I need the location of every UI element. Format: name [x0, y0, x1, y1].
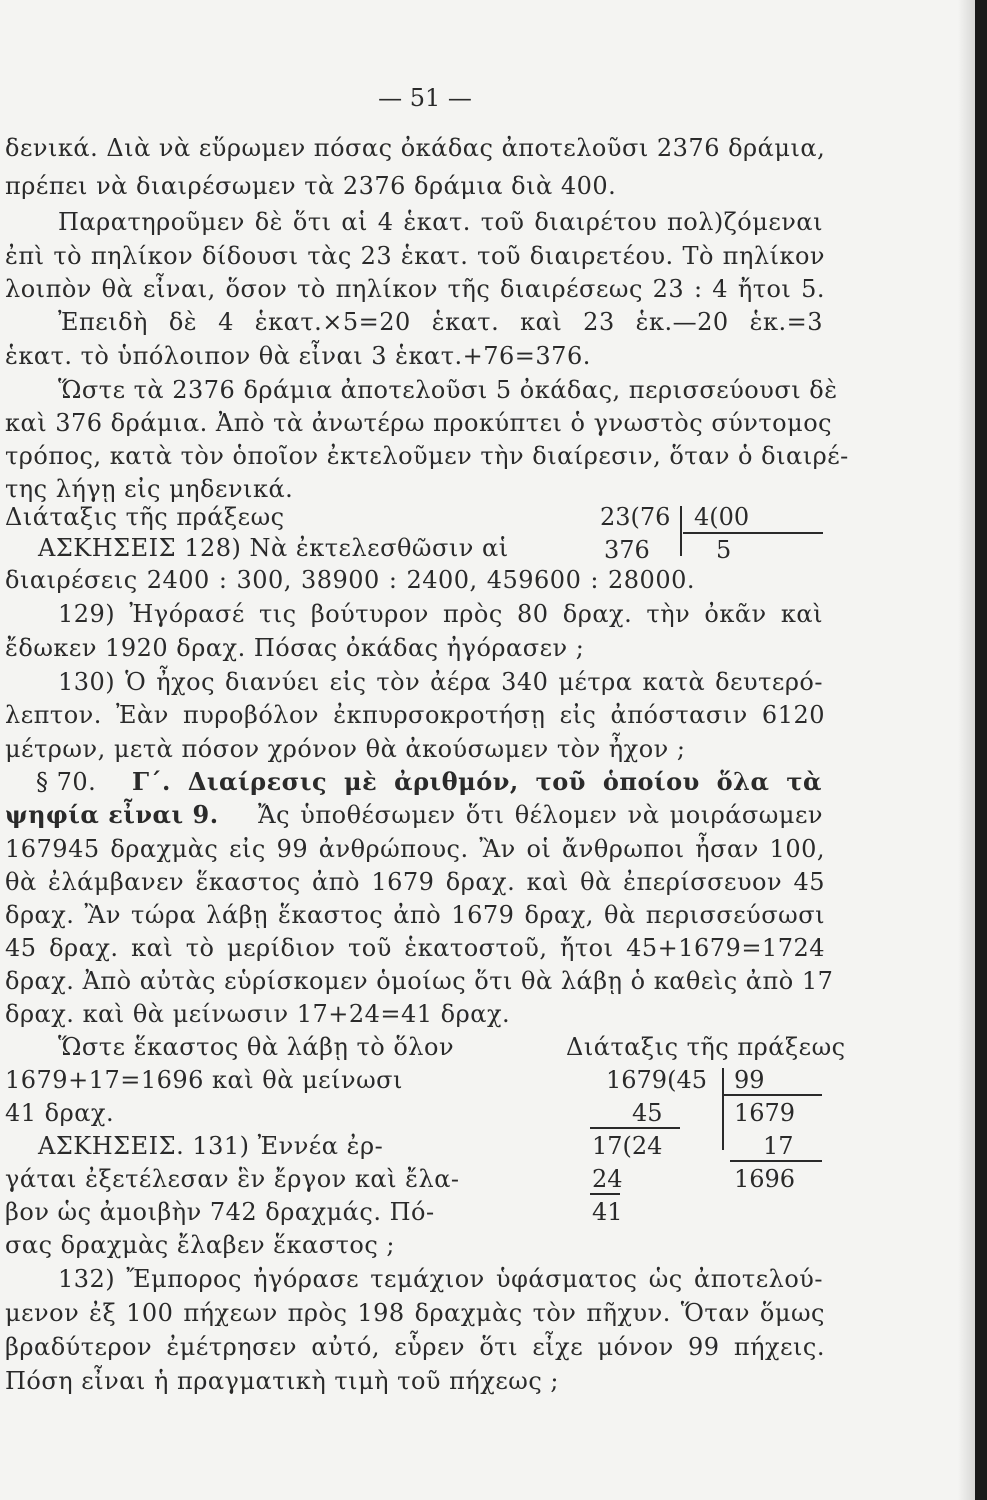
- text-line: ἑκατ. τὸ ὑπόλοιπον θὰ εἶναι 3 ἑκατ.+76=376.: [5, 342, 591, 370]
- text-line: Παρατηροῦμεν δὲ ὅτι αἱ 4 ἑκατ. τοῦ διαιρέτου πολ)ζόμεναι: [58, 208, 823, 236]
- text-line: 41 δραχ.: [5, 1099, 115, 1127]
- text-line: της λήγῃ εἰς μηδενικά.: [5, 475, 294, 503]
- section-heading-cont: ψηφία εἶναι 9.: [5, 800, 219, 829]
- text-line: μέτρων, μετὰ πόσον χρόνον θὰ ἀκούσωμεν τὸν ἦχον ;: [5, 735, 686, 763]
- division2-quotient2: 1696: [734, 1165, 796, 1193]
- text-line: Ὥστε ἕκαστος θὰ λάβῃ τὸ ὅλον: [58, 1033, 455, 1061]
- text-line: μενον ἐξ 100 πήχεων πρὸς 198 δραχμὰς τὸν πῆχυν. Ὅταν ὅμως: [5, 1299, 825, 1327]
- division2-rem2: 41: [592, 1198, 623, 1226]
- text-line: 1679+17=1696 καὶ θὰ μείνωσι: [5, 1066, 403, 1094]
- text-line: διαιρέσεις 2400 : 300, 38900 : 2400, 459600 : 28000.: [5, 566, 695, 594]
- text-line: δενικά. Διὰ νὰ εὕρωμεν πόσας ὀκάδας ἀποτελοῦσι 2376 δράμια,: [5, 134, 826, 162]
- division2-sub1: 45: [632, 1099, 663, 1127]
- division1-bar: [680, 506, 682, 556]
- text-line: 45 δραχ. καὶ τὸ μερίδιον τοῦ ἑκατοστοῦ, ἤτοι 45+1679=1724: [5, 934, 825, 962]
- division2-bar: [722, 1068, 724, 1150]
- text-line: Ἐπειδὴ δὲ 4 ἑκατ.×5=20 ἑκατ. καὶ 23 ἑκ.—20 ἑκ.=3: [58, 308, 823, 336]
- division2-sub2: 24: [592, 1165, 623, 1193]
- text-line: τρόπος, κατὰ τὸν ὁποῖον ἐκτελοῦμεν τὴν διαίρεσιν, ὅταν ὁ διαιρέ-: [5, 442, 849, 470]
- text-line: Ἄς ὑποθέσωμεν ὅτι θέλομεν νὰ μοιράσωμεν: [258, 801, 823, 829]
- text-line: 130) Ὁ ἦχος διανύει εἰς τὸν ἀέρα 340 μέτρα κατὰ δευτερό-: [58, 668, 823, 696]
- division1-dividend: 23(76: [600, 503, 671, 531]
- layout-caption: Διάταξις τῆς πράξεως: [566, 1033, 846, 1061]
- text-line: λοιπὸν θὰ εἶναι, ὅσον τὸ πηλίκον τῆς διαιρέσεως 23 : 4 ἤτοι 5.: [5, 275, 825, 303]
- division1-underline: [683, 532, 823, 534]
- text-line: Διάταξις τῆς πράξεως: [5, 503, 285, 531]
- division1-remainder: 376: [604, 536, 650, 564]
- text-line: 167945 δραχμὰς εἰς 99 ἀνθρώπους. Ἂν οἱ ἄνθρωποι ἦσαν 100,: [5, 835, 825, 863]
- division2-add: 17: [763, 1132, 794, 1160]
- text-line: σας δραχμὰς ἔλαβεν ἕκαστος ;: [5, 1231, 396, 1259]
- exercises-heading: ΑΣΚΗΣΕΙΣ. 131) Ἐννέα ἐρ-: [38, 1132, 384, 1160]
- text-line: Ὥστε τὰ 2376 δράμια ἀποτελοῦσι 5 ὀκάδας, περισσεύουσι δὲ: [58, 376, 838, 404]
- division2-divisor: 99: [734, 1066, 765, 1094]
- text-line: 129) Ἠγόρασέ τις βούτυρον πρὸς 80 δραχ. τὴν ὀκᾶν καὶ: [58, 600, 823, 628]
- division2-rem1: 17(24: [592, 1132, 663, 1160]
- page-number: — 51 —: [378, 84, 472, 112]
- text-line: γάται ἐξετέλεσαν ἓν ἔργον καὶ ἔλα-: [5, 1165, 460, 1193]
- text-line: δραχ. καὶ θὰ μείνωσιν 17+24=41 δραχ.: [5, 1000, 511, 1028]
- page-edge-shadow: [958, 0, 975, 1500]
- exercises-heading: ΑΣΚΗΣΕΙΣ 128) Νὰ ἐκτελεσθῶσιν αἱ: [38, 534, 509, 562]
- section-heading: Γ΄. Διαίρεσις μὲ ἀριθμόν, τοῦ ὁποίου ὅλα τὰ: [132, 767, 822, 796]
- text-line: βον ὡς ἀμοιβὴν 742 δραχμάς. Πό-: [5, 1198, 435, 1226]
- text-line: ἔδωκεν 1920 δραχ. Πόσας ὀκάδας ἠγόρασεν ;: [5, 634, 585, 662]
- text-line: βραδύτερον ἐμέτρησεν αὐτό, εὗρεν ὅτι εἶχε μόνον 99 πήχεις.: [5, 1333, 825, 1361]
- section-number: § 70.: [36, 768, 97, 796]
- text-line: Πόση εἶναι ἡ πραγματικὴ τιμὴ τοῦ πήχεως ;: [5, 1367, 559, 1395]
- text-line: καὶ 376 δράμια. Ἀπὸ τὰ ἀνωτέρω προκύπτει ὁ γνωστὸς σύντομος: [5, 409, 833, 437]
- division1-quotient: 5: [716, 536, 732, 564]
- text-line: πρέπει νὰ διαιρέσωμεν τὰ 2376 δράμια διὰ 400.: [5, 172, 617, 200]
- division2-quotient1: 1679: [734, 1099, 796, 1127]
- text-line: δραχ. Ἀπὸ αὐτὰς εὑρίσκομεν ὁμοίως ὅτι θὰ λάβῃ ὁ καθεὶς ἀπὸ 17: [5, 967, 834, 995]
- text-line: 132) Ἔμπορος ἠγόρασε τεμάχιον ὑφάσματος ὡς ἀποτελού-: [58, 1265, 823, 1293]
- text-line: λεπτον. Ἐὰν πυροβόλον ἐκπυρσοκροτήσῃ εἰς ἀπόστασιν 6120: [5, 701, 825, 729]
- text-line: δραχ. Ἂν τώρα λάβῃ ἕκαστος ἀπὸ 1679 δραχ, θὰ περισσεύσωσι: [5, 901, 825, 929]
- division2-dividend: 1679(45: [606, 1066, 707, 1094]
- text-line: ἐπὶ τὸ πηλίκον δίδουσι τὰς 23 ἑκατ. τοῦ διαιρετέου. Τὸ πηλίκον: [5, 242, 825, 270]
- division1-divisor: 4(00: [694, 503, 750, 531]
- text-line: θὰ ἐλάμβανεν ἕκαστος ἀπὸ 1679 δραχ. καὶ θὰ ἐπερίσσευον 45: [5, 868, 825, 896]
